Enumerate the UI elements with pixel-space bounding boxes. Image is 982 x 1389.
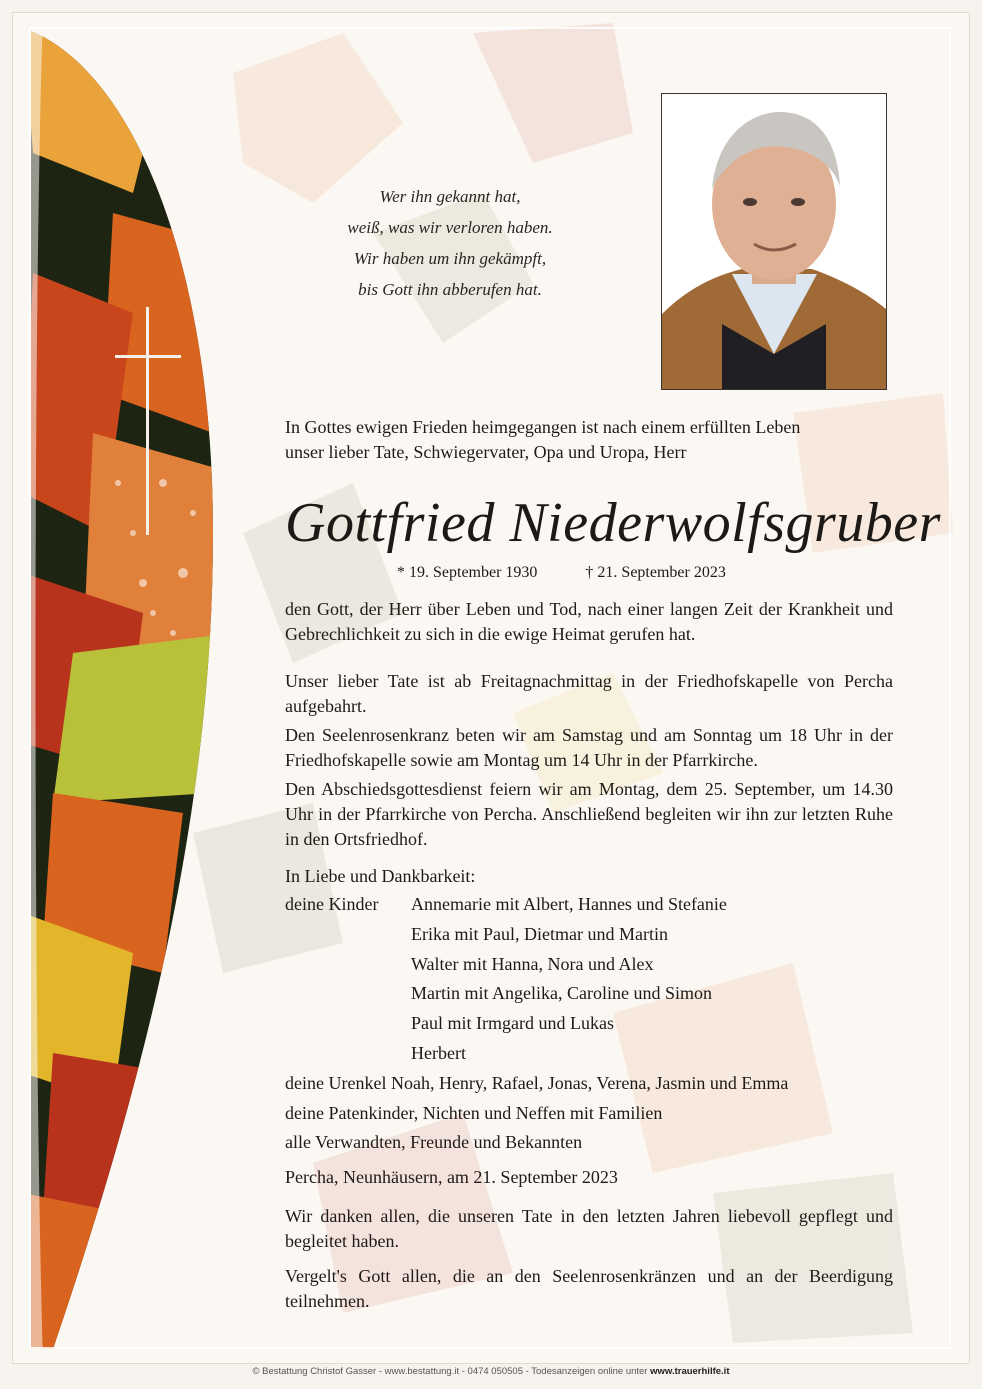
obituary-text [285, 415, 941, 1314]
list-item: Walter mit Hanna, Nora und Alex [411, 953, 654, 974]
lying-in-state-paragraph: Unser lieber Tate ist ab Freitagnachmittag in der Friedhofskapelle von Percha aufgebahrt. [285, 671, 893, 716]
death-notice-paragraph: den Gott, der Herr über Leben und Tod, nach einer langen Zeit der Krankheit und Gebrechlichkeit zu sich in die ewige Heimat gerufen hat. [285, 599, 893, 644]
intro-line: unser lieber Tate, Schwiegervater, Opa und Uropa, Herr [285, 442, 687, 462]
intro-line: In Gottes ewigen Frieden heimgegangen ist nach einem erfüllten Leben [285, 417, 801, 437]
motto-line: Wir haben um ihn gekämpft, [353, 249, 547, 268]
motto-line: weiß, was wir verloren haben. [347, 218, 553, 237]
other-mourners [285, 1069, 893, 1158]
cross-icon [115, 307, 181, 535]
children-list [285, 890, 893, 1069]
deceased-name: Gottfried Niederwolfsgruber [285, 492, 941, 554]
thanks-attendees: Vergelt's Gott allen, die an den Seelenrosenkränzen und an der Beerdigung teilnehmen. [285, 1266, 893, 1312]
children-names [411, 890, 727, 1069]
portrait-photo [661, 93, 887, 390]
intro [285, 415, 893, 465]
list-item: Annemarie mit Albert, Hannes und Stefanie [411, 894, 727, 914]
birth-date: * 19. September 1930 [397, 564, 538, 581]
list-item: Erika mit Paul, Dietmar und Martin [411, 923, 668, 944]
death-date: † 21. September 2023 [585, 564, 726, 581]
motto-line: Wer ihn gekannt hat, [379, 187, 521, 206]
obituary-page [12, 12, 970, 1364]
place-and-date: Percha, Neunhäusern, am 21. September 2023 [285, 1167, 618, 1188]
godchildren: deine Patenkinder, Nichten und Neffen mit Familien [285, 1102, 663, 1123]
list-item: Paul mit Irmgard und Lukas [411, 1013, 614, 1034]
life-dates [285, 563, 893, 583]
children-label: deine Kinder [285, 894, 379, 914]
funeral-service-paragraph: Den Abschiedsgottesdienst feiern wir am Montag, dem 25. September, um 14.30 Uhr in der Pfarrkirche von Percha. Anschließend begleiten wir ihn zur letzten Ruhe in den Ortsfriedhof. [285, 779, 893, 849]
thanks-caregivers: Wir danken allen, die unseren Tate in den letzten Jahren liebevoll gepflegt und begleitet haben. [285, 1206, 893, 1252]
footer [0, 1366, 982, 1377]
list-item: Herbert [411, 1042, 466, 1063]
footer-link[interactable]: www.trauerhilfe.it [650, 1366, 730, 1377]
relatives: alle Verwandten, Freunde und Bekannten [285, 1132, 583, 1153]
motto-verse [285, 181, 615, 305]
footer-text: © Bestattung Christof Gasser - www.bestattung.it - 0474 050505 - Todesanzeigen online unter [252, 1366, 648, 1377]
rosary-paragraph: Den Seelenrosenkranz beten wir am Samstag und am Sonntag um 18 Uhr in der Friedhofskapelle sowie am Montag um 14 Uhr in der Pfarrkirche. [285, 725, 893, 770]
mourners-heading: In Liebe und Dankbarkeit: [285, 866, 476, 886]
motto-line: bis Gott ihn abberufen hat. [358, 280, 542, 299]
great-grandchildren: deine Urenkel Noah, Henry, Rafael, Jonas, Verena, Jasmin und Emma [285, 1072, 789, 1093]
list-item: Martin mit Angelika, Caroline und Simon [411, 983, 712, 1004]
